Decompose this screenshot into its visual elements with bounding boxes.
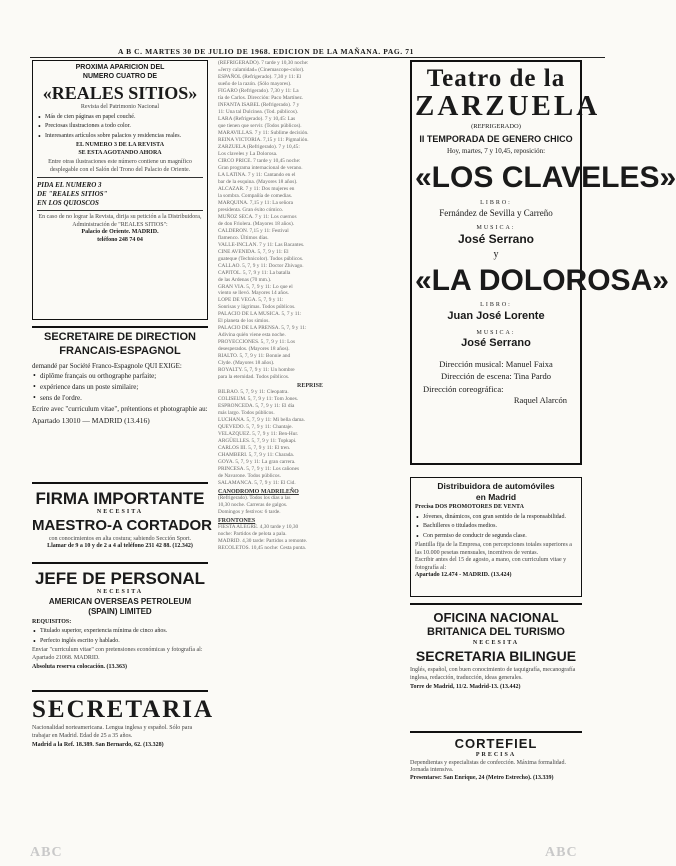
cartelera-line: Gran programa internacional de verano. xyxy=(218,164,303,171)
secretaire-bullet: • expérience dans un poste similaire; xyxy=(32,383,208,392)
secretaire-intro: demandé par Société Franco-Espagnole QUI EXIGE: xyxy=(32,361,182,370)
zarzuela-refrigerado: (REFRIGERADO) xyxy=(471,123,521,131)
watermark: ABC xyxy=(30,845,63,860)
distrib-bullet: • Con permiso de conducir de segunda clase. xyxy=(415,533,577,541)
cortefiel-precisa: PRECISA xyxy=(475,752,517,759)
jefe-bullet: • Perfecto inglés escrito y hablado. xyxy=(32,638,208,646)
cartelera-line: (REFRIGERADO). 7 tarde y 10,30 noche: xyxy=(218,60,309,66)
zarzuela-obra1: «LOS CLAVELES» xyxy=(415,160,676,194)
cartelera-line: MUÑOZ SECA. 7 y 11: Los cuernos xyxy=(218,213,297,220)
cartelera-line: VALLE-INCLAN. 7 y 11: Las Bacantes. xyxy=(218,241,305,248)
distrib-title1: Distribuidora de automóviles xyxy=(437,481,555,491)
cartelera-line: Domingos y festivos: 6 tarde. xyxy=(218,509,281,516)
cartelera-line: INFANTA ISABEL (Refrigerado). 7 y xyxy=(218,101,300,108)
cartelera-line: CAPITOL. 5, 7, 9 y 11: La batalla xyxy=(218,269,291,276)
carteleras-list-canodromo xyxy=(218,495,402,516)
cartelera-line: REINA VICTORIA. 7,15 y 11: Pigmalión. xyxy=(218,136,309,143)
oficina-paragraph: Inglés, español, con buen conocimiento de taquigrafía, mecanografía inglesa, redacción, traducción, ideas generales. xyxy=(410,667,576,681)
ad-firma xyxy=(32,482,212,562)
cartelera-line: «Jerry calamidad» (Cinemascope-color). xyxy=(218,66,305,73)
watermark: ABC xyxy=(545,845,578,860)
distrib-p1: Precisa DOS PROMOTORES DE VENTA xyxy=(415,504,524,511)
zarzuela-musica-label: MUSICA: xyxy=(476,224,516,231)
zarzuela-obra2: «LA DOLOROSA» xyxy=(415,263,669,297)
cartelera-line: LUCHANA. 5, 7, 9 y 11: Mi bella dama. xyxy=(218,417,305,424)
cartelera-line: MARQUINA. 7,15 y 11: La señora xyxy=(218,199,293,206)
cartelera-line: LA LATINA. 7 y 11: Cantando en el xyxy=(218,171,296,178)
cartelera-line: CALLAO. 5, 7, 9 y 11: Doctor Zhivago. xyxy=(218,262,304,269)
carteleras-list-reprise xyxy=(218,389,402,487)
reales-pida1: PIDA EL NUMERO 3 xyxy=(37,181,102,189)
secretaire-bullet: • diplôme français ou orthographe parfaite; xyxy=(32,372,208,381)
jefe-req: REQUISITOS: xyxy=(32,618,72,625)
reales-subtitle: Revista del Patrimonio Nacional xyxy=(80,104,160,110)
jefe-title: JEFE DE PERSONAL xyxy=(34,569,206,588)
oficina-title2: BRITANICA DEL TURISMO xyxy=(427,626,565,639)
cartelera-line: RIALTO. 5, 7, 9 y 11: Bonnie and xyxy=(218,353,291,360)
firma-p1: con conocimientos en alta costura; sabiendo Sección Sport. xyxy=(48,535,192,542)
cartelera-line: más largo. Todos públicos. xyxy=(218,410,275,417)
secretaire-paragraph: Ecrire avec "curriculum vitae", prétentions et photographie au: xyxy=(32,404,208,413)
cartelera-line: bar de la esquina. (Mayores 18 años). xyxy=(218,178,298,185)
cartelera-line: ESPAÑOL (Refrigerado). 7,30 y 11: El xyxy=(218,73,302,80)
zarzuela-autores1: Fernández de Sevilla y Carreño xyxy=(439,207,553,218)
cartelera-line: BILBAO. 5, 7, 9 y 11: Cleopatra. xyxy=(218,389,289,396)
reales-bullet: • Más de cien páginas en papel couché. xyxy=(37,114,203,122)
cartelera-line: ALCAZAR. 7 y 11: Dos mujeres en xyxy=(218,185,295,192)
cartelera-line: de las Ardenas (70 mm.). xyxy=(218,276,272,283)
cartelera-line: presidenta. Gran éxito cómico. xyxy=(218,206,284,213)
zarzuela-musica2-label: MUSICA: xyxy=(476,329,516,336)
cartelera-line: noche: Partidos de pelota a pala. xyxy=(218,531,287,537)
cartelera-line: para la eternidad. Todos públicos. xyxy=(218,374,290,381)
reales-n3-line2: SE ESTA AGOTANDO AHORA xyxy=(78,149,162,156)
carteleras-list-frontones xyxy=(218,524,402,552)
secretaire-bullet: • sens de l'ordre. xyxy=(32,394,208,403)
firma-p2: Llamar de 9 a 10 y de 2 a 4 al teléfono 231 42 88. (12.342) xyxy=(47,543,193,549)
jefe-necesita: NECESITA xyxy=(96,589,144,596)
zarzuela-direccion-escena: Dirección de escena: Tina Pardo xyxy=(441,371,551,382)
distrib-bullet: • Jóvenes, dinámicos, con gran sentido de la responsabilidad. xyxy=(415,514,577,522)
cartelera-line: 10,30 noche. Carreras de galgos. xyxy=(218,502,288,509)
cartelera-line: SALAMANCA. 5, 7, 9 y 11: El Cid. xyxy=(218,480,296,487)
carteleras-section-frontones: FRONTONES xyxy=(218,518,256,525)
cartelera-line: FIGARO (Refrigerado). 7,30 y 11: La xyxy=(218,87,299,94)
reales-n3-line1: EL NUMERO 3 DE LA REVISTA xyxy=(75,142,165,148)
cartelera-line: PALACIO DE LA PRENSA. 5, 7, 9 y 11: xyxy=(218,325,307,332)
cartelera-line: Clyde. (Mayores 18 años). xyxy=(218,360,275,367)
zarzuela-coreografa: Raquel Alarcón xyxy=(513,394,567,405)
zarzuela-libro2-label: LIBRO: xyxy=(480,302,512,309)
secretaria-title: SECRETARIA xyxy=(32,696,215,723)
reales-pida3: EN LOS QUIOSCOS xyxy=(37,198,99,207)
distrib-address: Apartado 12.474 - MADRID. (13.424) xyxy=(415,572,512,579)
zarzuela-compositor2: José Serrano xyxy=(461,337,531,350)
cartelera-line: FIESTA ALEGRE. 4,30 tarde y 10,30 xyxy=(218,524,299,531)
cartelera-line: sueño de la razón. (Sólo mayores). xyxy=(218,80,292,87)
distrib-p3: Escribir antes del 15 de agosto, a mano, con curriculum vitae y fotografía al: xyxy=(415,557,567,571)
reales-line1: PROXIMA APARICION DEL xyxy=(75,64,165,71)
column-left xyxy=(32,60,215,750)
cartelera-line: CINE AVENIDA. 5, 7, 9 y 11: El xyxy=(218,248,289,255)
cartelera-line: VELAZQUEZ. 5, 7, 9 y 11: Ben-Hur. xyxy=(218,431,299,438)
ad-reales-sitios xyxy=(32,60,208,320)
distrib-bullet: • Bachilleres o titulados medios. xyxy=(415,523,577,531)
firma-position: MAESTRO-A CORTADOR xyxy=(32,516,212,534)
cartelera-line: RECOLETOS. 10,45 noche: Cesta punta. xyxy=(218,544,307,551)
cartelera-line: MADRID. 4,30 tarde: Partidos a remonte. xyxy=(218,537,308,544)
cartelera-line: flamenco. Últimos días. xyxy=(218,234,269,241)
oficina-title1: OFICINA NACIONAL xyxy=(433,610,559,625)
distrib-title2: en Madrid xyxy=(475,491,517,502)
ad-teatro-zarzuela xyxy=(410,60,676,465)
ad-secretaria xyxy=(32,690,215,750)
cartelera-line: ESPRONCEDA. 5, 7, 9 y 11: El día xyxy=(218,403,295,410)
cartelera-line: LARA (Refrigerado). 7 y 10,45: Las xyxy=(218,115,296,122)
carteleras-section-canodromo: CANODROMO MADRILEÑO xyxy=(218,489,299,496)
reales-address: Palacio de Oriente. MADRID. xyxy=(81,229,159,236)
cartelera-line: tía de Carlos. Dirección: Paco Martínez. xyxy=(218,94,304,101)
zarzuela-direccion-coreografica: Dirección coreográfica: xyxy=(423,384,504,395)
secretaire-title1: SECRETAIRE DE DIRECTION xyxy=(44,331,196,343)
jefe-paragraph: Enviar "curriculum vitae" con pretensiones económicas y fotografía al: Apartado 21068. MADRID. xyxy=(32,647,203,661)
header-rule xyxy=(30,57,605,58)
zarzuela-hoy: Hoy, martes, 7 y 10,45, reposición: xyxy=(446,146,546,155)
reales-bullet: • Preciosas ilustraciones a todo color. xyxy=(37,123,203,131)
cartelera-line: (Refrigerado). Todos los días a las xyxy=(218,495,291,502)
oficina-address: Torre de Madrid, 11/2. Madrid-13. (13.442) xyxy=(410,684,521,690)
zarzuela-temporada: II TEMPORADA DE GENERO CHICO xyxy=(419,133,573,144)
cartelera-line: Adivina quién viene esta noche. xyxy=(218,332,286,339)
firma-title: FIRMA IMPORTANTE xyxy=(35,489,205,508)
secretaire-title2: FRANCAIS-ESPAGNOL xyxy=(59,344,181,357)
carteleras-section-reprise: REPRISE xyxy=(296,383,323,390)
secretaria-paragraph: Nacionalidad norteamericana. Lengua inglesa y español. Sólo para trabajar en Madrid. Edad de 25 a 35 años. xyxy=(32,725,193,739)
carteleras-list xyxy=(218,60,402,381)
cartelera-line: CARLOS III. 5, 7, 9 y 11: El tren. xyxy=(218,445,291,452)
zarzuela-title2: ZARZUELA xyxy=(415,90,601,122)
reales-title: «REALES SITIOS» xyxy=(42,82,198,103)
zarzuela-direccion-musical: Dirección musical: Manuel Faixa xyxy=(439,358,553,369)
cartelera-line: viento se llevó. Mayores 14 años. xyxy=(218,290,290,297)
column-right xyxy=(410,60,676,782)
cartelera-line: PRINCESA. 5, 7, 9 y 11: Los cañones xyxy=(218,466,300,473)
cartelera-line: ARGÜELLES. 5, 7, 9 y 11: Topkapi. xyxy=(218,438,297,445)
cartelera-line: la sombra. Compañía de comedias. xyxy=(218,192,293,199)
cartelera-line: de Navarone. Todos públicos. xyxy=(218,473,281,480)
cartelera-line: de don Friolera. (Mayores 18 años). xyxy=(218,220,295,227)
column-carteleras xyxy=(218,60,402,850)
cartelera-line: CIRCO PRICE. 7 tarde y 10,45 noche: xyxy=(218,157,301,164)
distrib-p2: Plantilla fija de la Empresa, con percepciones totales superiores a las 10.000 pesetas mensuales, incentivos de ventas. xyxy=(415,542,572,556)
ad-oficina-turismo xyxy=(410,603,582,731)
zarzuela-libro-label: LIBRO: xyxy=(480,200,512,207)
cartelera-line: El planeta de los simios. xyxy=(218,318,270,325)
cartelera-line: GRAN VIA. 5, 7, 9 y 11: Lo que el xyxy=(218,283,293,290)
cartelera-line: MARAVILLAS. 7 y 11: Sublime decisión. xyxy=(218,129,309,136)
oficina-title4: SECRETARIA BILINGUE xyxy=(415,647,577,664)
cortefiel-address: Presentarse: San Enrique, 24 (Metro Estrecho). (13.339) xyxy=(410,774,554,781)
cartelera-line: ROYALTY. 5, 7, 9 y 11: Un hombre xyxy=(218,367,295,374)
cortefiel-paragraph: Dependientas y especialistas de confección. Máxima formalidad. Jornada intensiva. xyxy=(410,759,566,774)
jefe-foot: Absoluta reserva colocación. (13.363) xyxy=(32,664,128,671)
reales-bullet: • Interesantes artículos sobre palacios y residencias reales. xyxy=(37,133,203,141)
cartelera-line: 11: Una tal Dulcinea. (Tod. públicos). xyxy=(218,108,299,115)
ad-jefe xyxy=(32,562,208,690)
jefe-company2: (SPAIN) LIMITED xyxy=(88,606,152,616)
cartelera-line: CALDERON. 7,15 y 11: Festival xyxy=(218,227,289,234)
cartelera-line: guateque (Technicolor). Todos públicos. xyxy=(218,255,304,262)
cartelera-line: LOPE DE VEGA. 5, 7, 9 y 11: xyxy=(218,297,284,304)
zarzuela-compositor1: José Serrano xyxy=(457,232,535,247)
cartelera-line: Sonrisas y lágrimas. Todos públicos. xyxy=(218,304,296,311)
cartelera-line: Los claveles y La Dolorosa. xyxy=(218,150,278,157)
cartelera-line: CHAMBERI. 5, 7, 9 y 11: Charada. xyxy=(218,452,295,459)
cartelera-line: PROYECCIONES. 5, 7, 9 y 11: Los xyxy=(218,339,296,346)
ad-distribuidora xyxy=(410,477,582,597)
oficina-necesita: NECESITA xyxy=(472,640,520,646)
reales-pida2: DE "REALES SITIOS" xyxy=(37,189,108,198)
cartelera-line: ZARZUELA (Refrigerado). 7 y 10,45: xyxy=(218,143,300,150)
cartelera-line: que tienen que servir. (Todos públicos). xyxy=(218,122,302,129)
jefe-company: AMERICAN OVERSEAS PETROLEUM xyxy=(48,596,192,606)
ad-secretaire xyxy=(32,326,208,476)
firma-necesita: NECESITA xyxy=(96,509,144,516)
ad-cortefiel xyxy=(410,731,582,782)
zarzuela-title1: Teatro de la xyxy=(426,65,566,92)
page-header: A B C. MARTES 30 DE JULIO DE 1968. EDICION DE LA MAÑANA. PAG. 71 xyxy=(118,47,414,56)
reales-paragraph: Entre otras ilustraciones este número contiene un magnífico desplegable con el Salón del Trono del Palacio de Oriente. xyxy=(48,159,192,173)
reales-line2: NUMERO CUATRO DE xyxy=(82,72,158,80)
secretaria-address: Madrid a la Ref. 18.389. San Bernardo, 62. (13.328) xyxy=(32,742,164,749)
cartelera-line: GOYA. 5, 7, 9 y 11: La gran carrera. xyxy=(218,459,296,466)
cartelera-line: COLISEUM. 5, 7, 9 y 11: Tom Jones. xyxy=(218,396,299,403)
jefe-bullet: • Titulado superior, experiencia mínima de cinco años. xyxy=(32,628,208,636)
reales-phone: teléfono 248 74 04 xyxy=(97,236,143,243)
reales-paragraph2: En caso de no lograr la Revista, dirija su petición a la Distribuidora, Administración de "REALES SITIOS": xyxy=(38,214,202,228)
cartelera-line: QUEVEDO. 5, 7, 9 y 11: Chantaje. xyxy=(218,424,293,431)
zarzuela-autor2: Juan José Lorente xyxy=(447,309,545,322)
cartelera-line: desesperados. (Mayores 18 años). xyxy=(218,346,290,353)
secretaire-address: Apartado 13010 — MADRID (13.416) xyxy=(32,416,150,426)
cortefiel-title: CORTEFIEL xyxy=(454,736,538,751)
zarzuela-y: y xyxy=(493,249,499,261)
cartelera-line: PALACIO DE LA MUSICA. 5, 7 y 11: xyxy=(218,311,302,318)
